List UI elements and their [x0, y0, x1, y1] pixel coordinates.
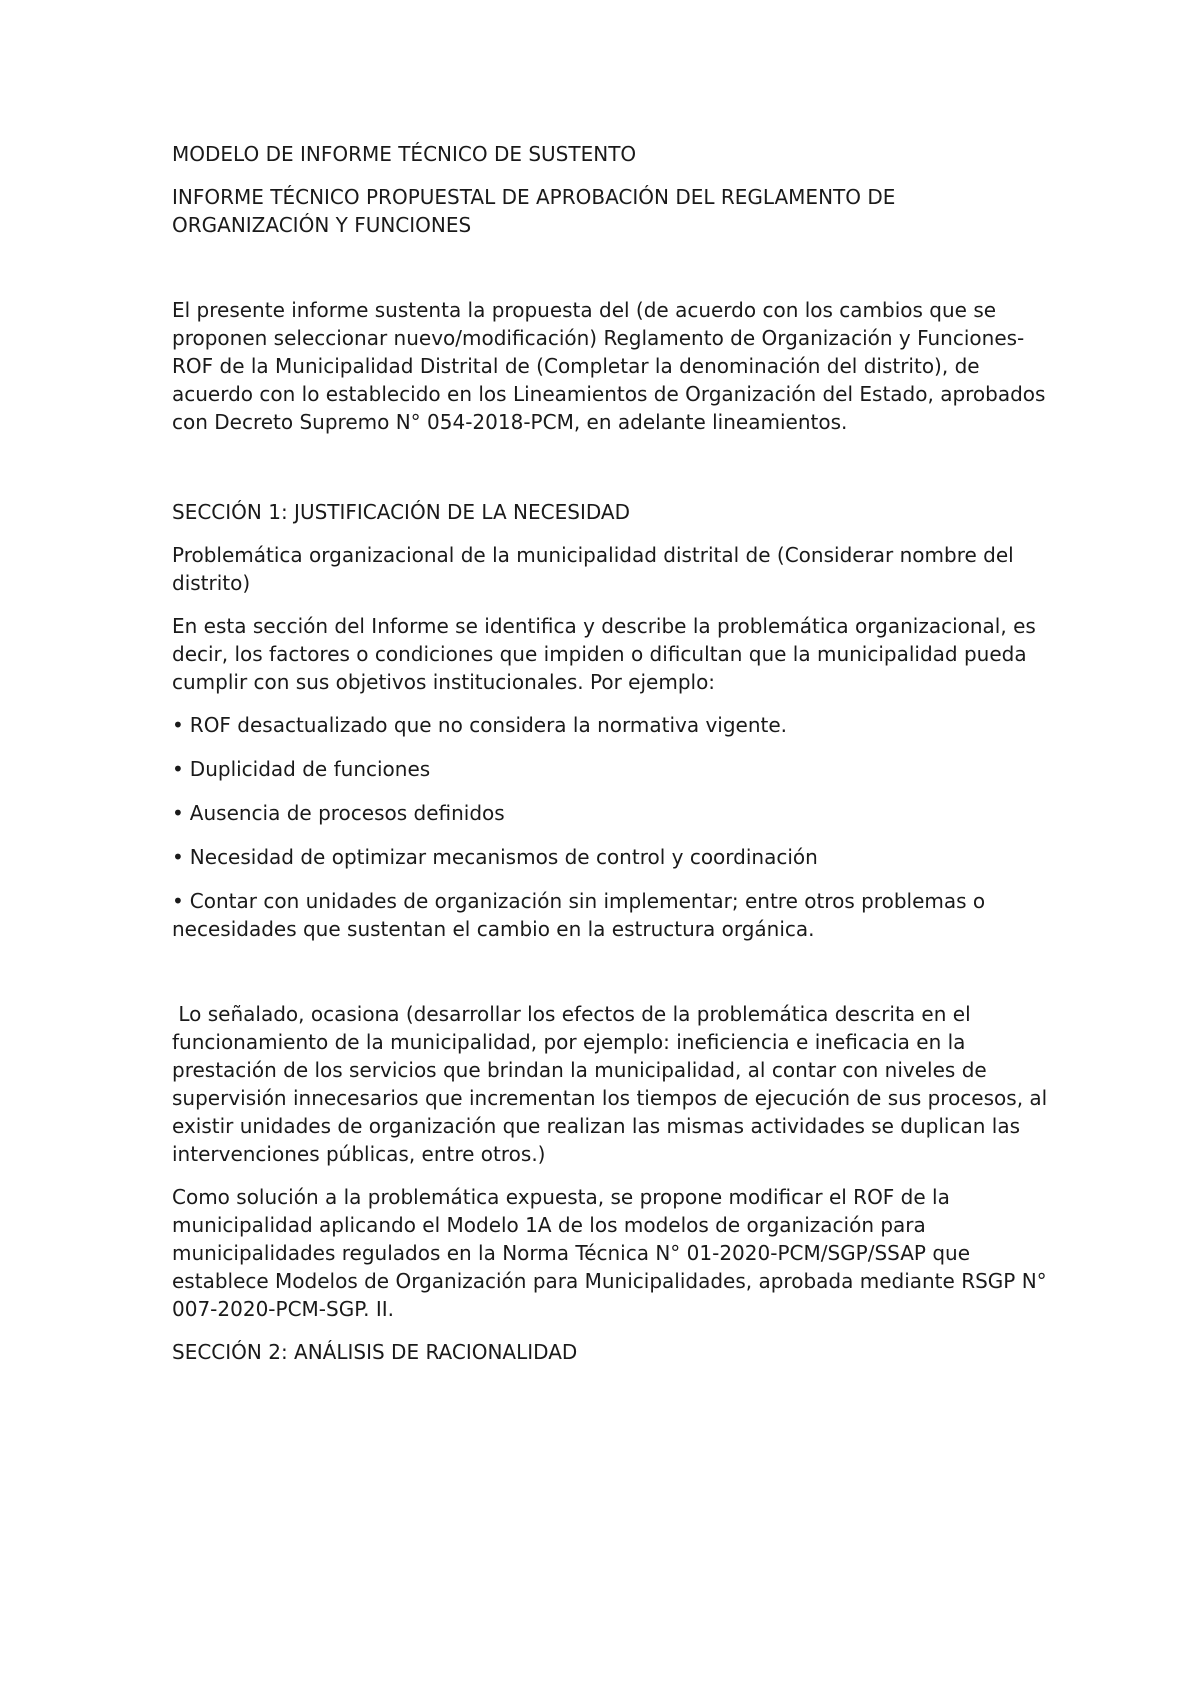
section-1-description: En esta sección del Informe se identifica y describe la problemática organizacional, es decir, los factores o condiciones que impiden o dificultan que la municipalidad pueda cumplir con sus objetivos institucionales. Por ejemplo:: [172, 614, 1036, 694]
list-item-text: Contar con unidades de organización sin implementar; entre otros problemas o necesidades que sustentan el cambio en la estructura orgánica.: [172, 889, 986, 941]
list-item-text: Ausencia de procesos definidos: [189, 801, 505, 825]
document-page: [172, 140, 1052, 1366]
bullet-icon: •: [172, 757, 184, 781]
document-subtitle: INFORME TÉCNICO PROPUESTAL DE APROBACIÓN DEL REGLAMENTO DE ORGANIZACIÓN Y FUNCIONES: [172, 185, 896, 237]
effects-paragraph: Lo señalado, ocasiona (desarrollar los efectos de la problemática descrita en el funcionamiento de la municipalidad, por ejemplo: ineficiencia e ineficacia en la prestación de los servicios que brindan la municipalidad, al contar con niveles de supervisión innecesarios que incrementan los tiempos de ejecución de sus procesos, al existir unidades de organización que realizan las mismas actividades se duplican las intervenciones públicas, entre otros.): [172, 1002, 1054, 1166]
bullet-icon: •: [172, 801, 184, 825]
list-item: [172, 799, 1052, 827]
list-item: [172, 711, 1052, 739]
bullet-icon: •: [172, 889, 184, 913]
list-item-text: Duplicidad de funciones: [189, 757, 431, 781]
list-item-text: Necesidad de optimizar mecanismos de control y coordinación: [189, 845, 818, 869]
bullet-icon: •: [172, 713, 184, 737]
list-item-text: ROF desactualizado que no considera la normativa vigente.: [189, 713, 788, 737]
solution-paragraph: Como solución a la problemática expuesta, se propone modificar el ROF de la municipalidad aplicando el Modelo 1A de los modelos de organización para municipalidades regulados en la Norma Técnica N° 01-2020-PCM/SGP/SSAP que establece Modelos de Organización para Municipalidades, aprobada mediante RSGP N° 007-2020-PCM-SGP. II.: [172, 1185, 1047, 1321]
bullet-icon: •: [172, 845, 184, 869]
section-1-subheading: Problemática organizacional de la municipalidad distrital de (Considerar nombre del distrito): [172, 543, 1014, 595]
section-2-heading: SECCIÓN 2: ANÁLISIS DE RACIONALIDAD: [172, 1340, 578, 1364]
list-item: [172, 755, 1052, 783]
intro-paragraph: El presente informe sustenta la propuesta del (de acuerdo con los cambios que se proponen seleccionar nuevo/modificación) Reglamento de Organización y Funciones-ROF de la Municipalidad Distrital de (Completar la denominación del distrito), de acuerdo con lo establecido en los Lineamientos de Organización del Estado, aprobados con Decreto Supremo N° 054-2018-PCM, en adelante lineamientos.: [172, 298, 1046, 434]
document-title: MODELO DE INFORME TÉCNICO DE SUSTENTO: [172, 142, 637, 166]
section-1-heading: SECCIÓN 1: JUSTIFICACIÓN DE LA NECESIDAD: [172, 500, 630, 524]
problem-list: [172, 711, 1052, 943]
list-item: [172, 843, 1052, 871]
list-item: [172, 887, 1052, 943]
